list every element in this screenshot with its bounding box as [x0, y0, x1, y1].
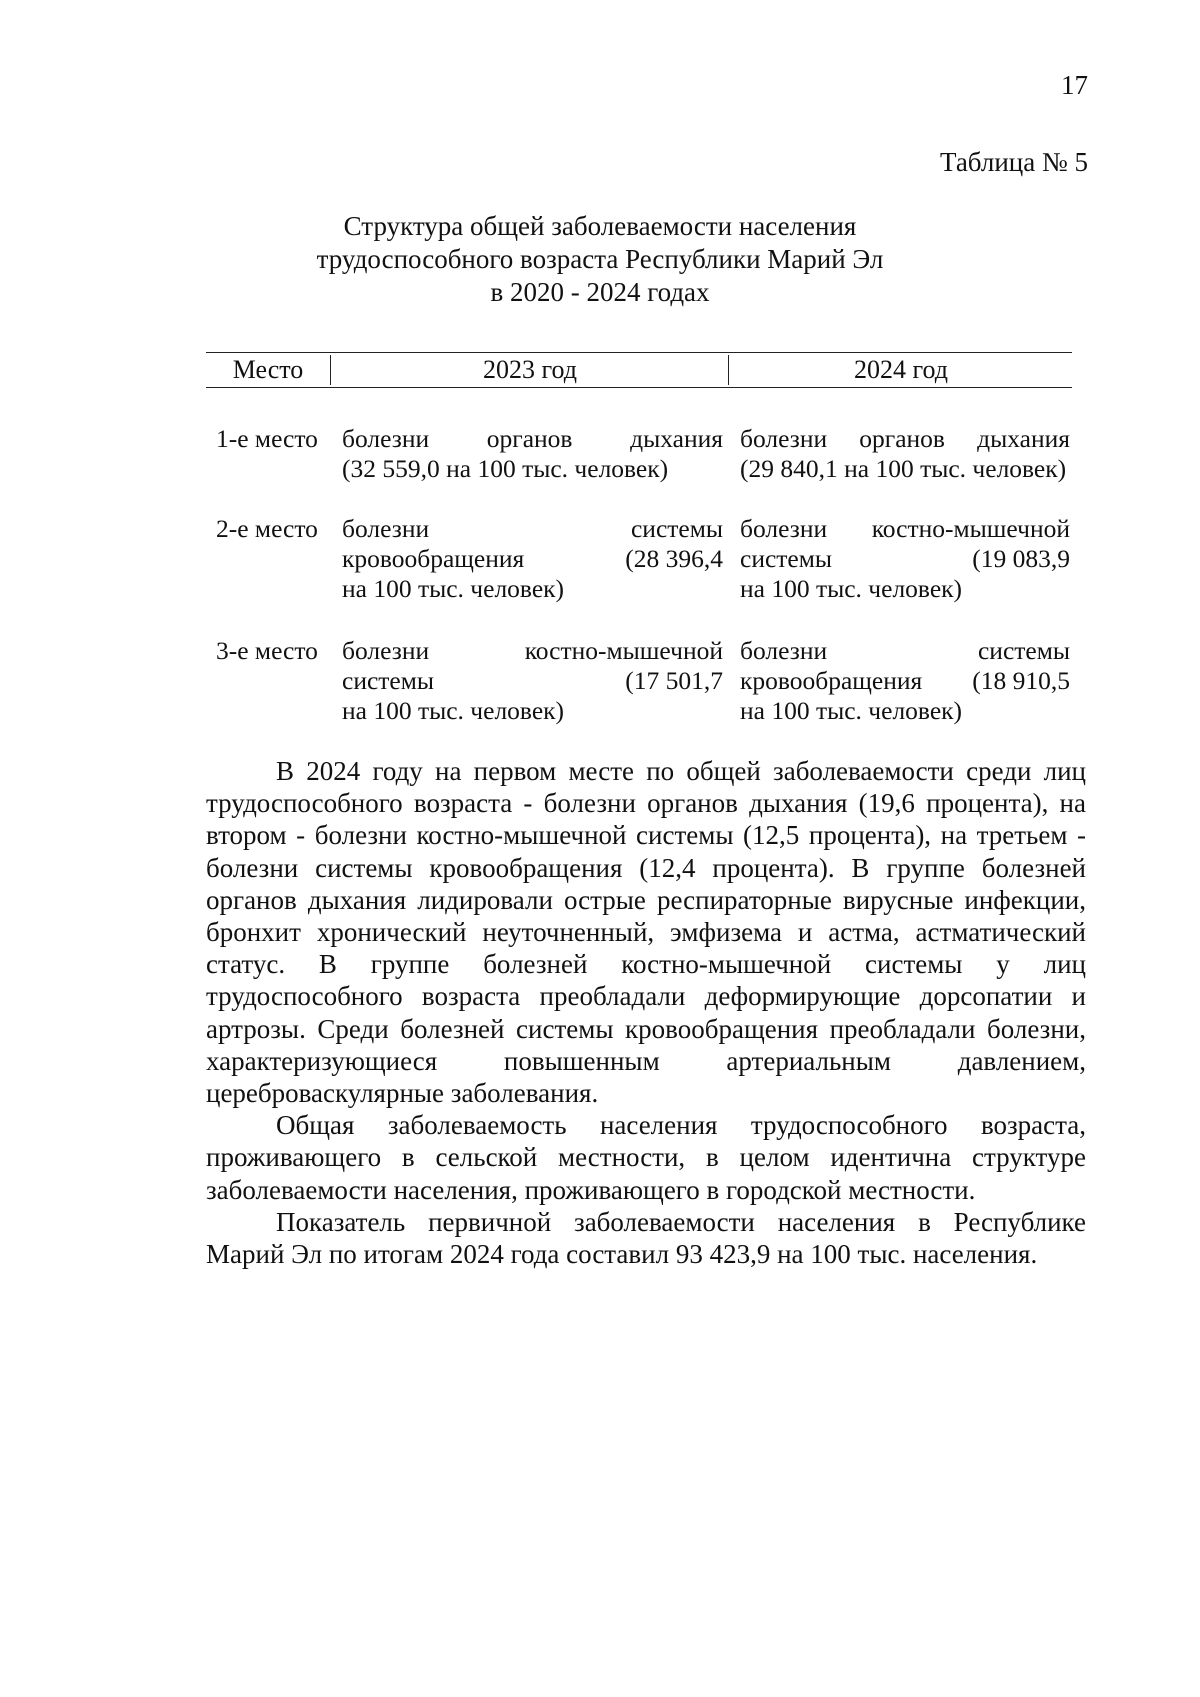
cell-word: системы — [630, 514, 723, 543]
table-header — [206, 352, 1072, 388]
cell-word: болезни — [342, 636, 430, 665]
cell-word: (28 396,4 — [625, 544, 723, 573]
body-text — [206, 755, 1086, 1270]
page-number: 17 — [1061, 70, 1088, 100]
cell-word: болезни — [740, 514, 828, 543]
row-place: 1-е место — [216, 424, 318, 453]
table-title — [250, 210, 950, 309]
paragraph: Общая заболеваемость населения трудоспособного возраста, проживающего в сельской местности, в целом идентична структуре заболеваемости населения, проживающего в городской местности. — [206, 1110, 1086, 1205]
paragraph: Показатель первичной заболеваемости населения в Республике Марий Эл по итогам 2024 года составил 93 423,9 на 100 тыс. населения. — [206, 1206, 1086, 1270]
cell-word: кровообращения — [740, 666, 923, 695]
cell-line: на 100 тыс. человек) — [342, 696, 565, 725]
cell-word: системы — [342, 666, 435, 695]
cell-2024 — [740, 514, 1070, 604]
table-row — [206, 514, 1072, 606]
paragraph: В 2024 году на первом месте по общей заболеваемости среди лиц трудоспособного возраста - болезни органов дыхания (19,6 процента), на втором - болезни костно-мышечной системы (12,5 процента), на третьем - болезни системы кровообращения (12,4 процента). В группе болезней органов дыхания лидировали острые респираторные вирусные инфекции, бронхит хронический неуточненный, эмфизема и астма, астматический статус. В группе болезней костно-мышечной системы у лиц трудоспособного возраста преобладали деформирующие дорсопатии и артрозы. Среди болезней системы кровообращения преобладали болезни, характеризующиеся повышенным артериальным давлением, цереброваскулярные заболевания. — [206, 756, 1086, 1109]
cell-word: болезни — [342, 514, 430, 543]
cell-2024 — [740, 636, 1070, 726]
header-place: Место — [232, 355, 304, 384]
cell-word: органов — [859, 424, 945, 453]
row-place: 3-е место — [216, 636, 318, 665]
cell-word: болезни — [740, 636, 828, 665]
morbidity-table — [206, 352, 1072, 728]
cell-line: на 100 тыс. человек) — [740, 574, 963, 603]
table-row — [206, 424, 1072, 484]
table-row — [206, 636, 1072, 728]
title-line-3: в 2020 - 2024 годах — [490, 277, 710, 307]
header-2023: 2023 год — [330, 355, 729, 385]
table-label: Таблица № 5 — [940, 147, 1088, 177]
cell-word: (19 083,9 — [972, 544, 1070, 573]
cell-line: (32 559,0 на 100 тыс. человек) — [342, 454, 669, 483]
cell-word: (18 910,5 — [972, 666, 1070, 695]
cell-word: дыхания — [630, 424, 723, 453]
cell-line: на 100 тыс. человек) — [342, 574, 565, 603]
cell-word: дыхания — [977, 424, 1070, 453]
header-2024: 2024 год — [728, 355, 1073, 385]
title-line-2: трудоспособного возраста Республики Марий Эл — [316, 244, 884, 274]
cell-word: (17 501,7 — [625, 666, 723, 695]
title-line-1: Структура общей заболеваемости населения — [343, 211, 857, 241]
cell-2023 — [342, 514, 723, 604]
cell-word: болезни — [342, 424, 430, 453]
cell-word: системы — [977, 636, 1070, 665]
cell-2023 — [342, 636, 723, 726]
cell-word: костно-мышечной — [524, 636, 723, 665]
cell-2024 — [740, 424, 1070, 484]
cell-word: кровообращения — [342, 544, 525, 573]
cell-word: костно-мышечной — [871, 514, 1070, 543]
cell-word: органов — [486, 424, 573, 453]
cell-word: системы — [740, 544, 833, 573]
cell-line: (29 840,1 на 100 тыс. человек) — [740, 454, 1067, 483]
cell-word: болезни — [740, 424, 828, 453]
row-place: 2-е место — [216, 514, 318, 543]
cell-2023 — [342, 424, 723, 484]
cell-line: на 100 тыс. человек) — [740, 696, 963, 725]
